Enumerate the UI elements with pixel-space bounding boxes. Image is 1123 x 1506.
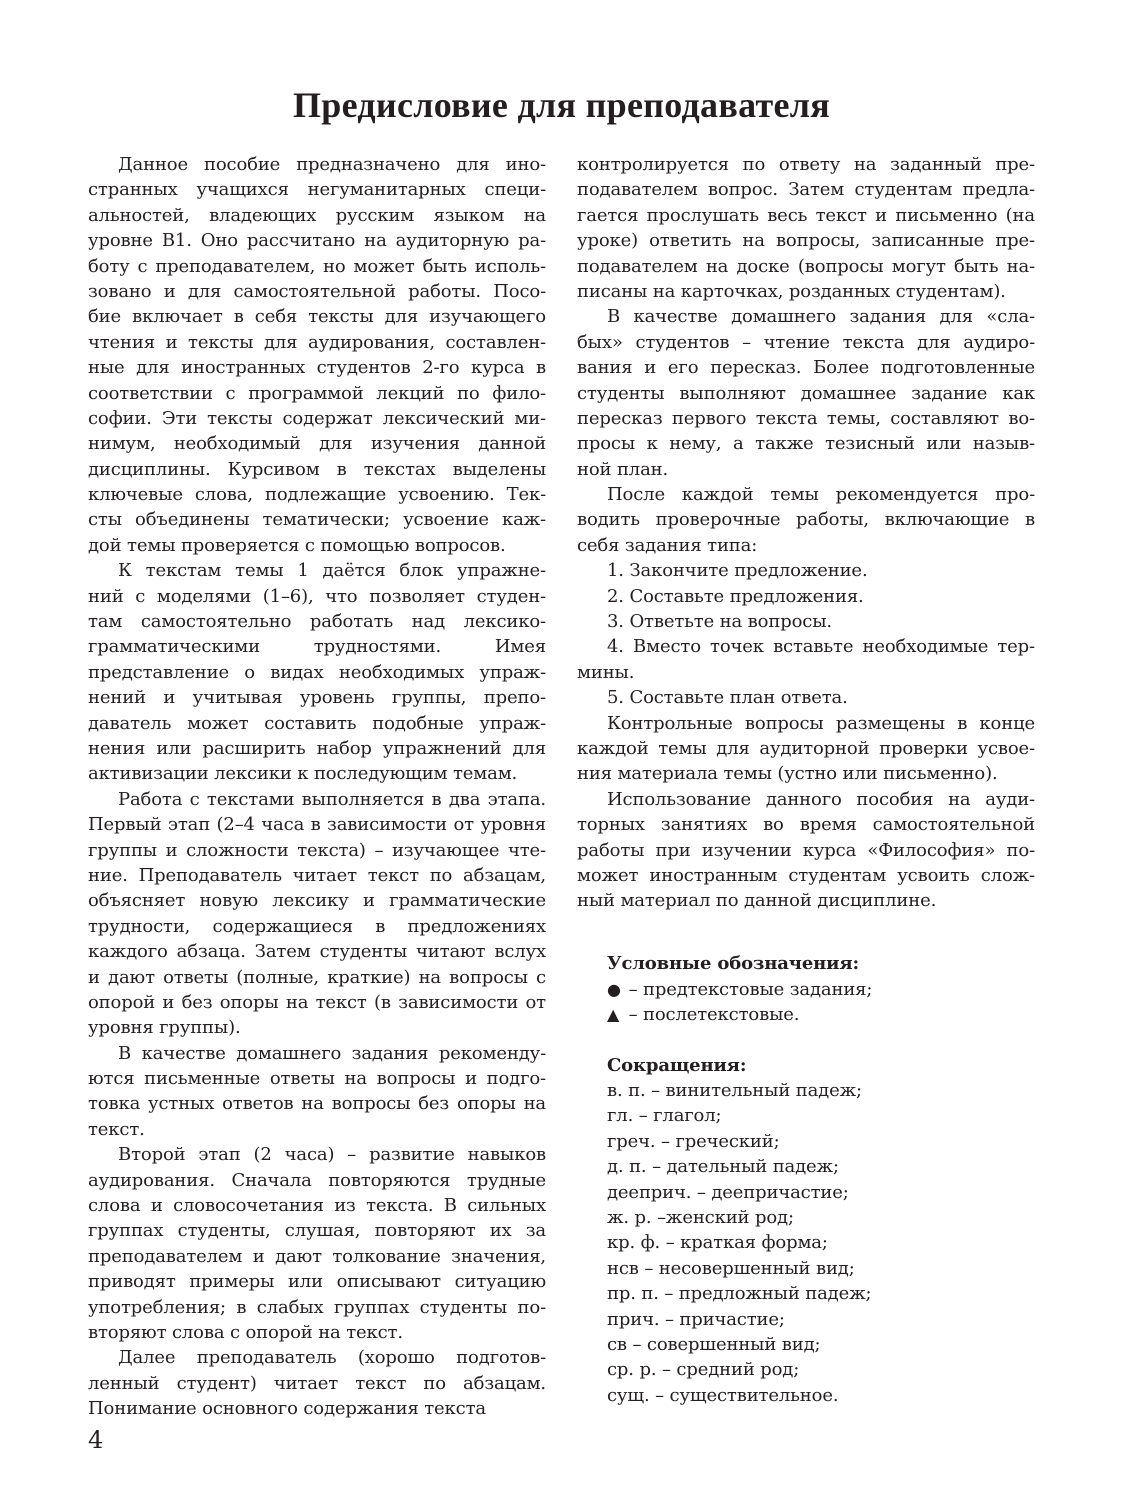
- text-line: странных учащихся негуманитарных специ-: [88, 179, 546, 201]
- section-spacer: [577, 1027, 1035, 1052]
- text-line: себя задания типа:: [577, 534, 758, 556]
- text-line: аудирования. Сначала повторяются трудные: [88, 1169, 546, 1191]
- text-line: ний с моделями (1–6), что позволяет студен-: [88, 585, 546, 607]
- task-list: [577, 558, 1035, 710]
- legend-section: [577, 951, 1035, 1027]
- abbreviation-item: сущ. – существительное.: [607, 1384, 839, 1406]
- text-line: просы к нему, а также тезисный или назыв-: [577, 433, 1035, 455]
- text-line: группы и сложности текста) – изучающее чте-: [88, 839, 546, 861]
- text-line: писаны на карточках, розданных студентам).: [577, 280, 1006, 302]
- abbreviation-item: св – совершенный вид;: [607, 1333, 821, 1355]
- text-line: ные для иностранных студентов 2-го курса в: [88, 357, 546, 379]
- abbreviation-item: пр. п. – предложный падеж;: [607, 1283, 872, 1305]
- abbreviations-heading: Сокращения:: [607, 1054, 747, 1076]
- text-line: там самостоятельно работать над лексико-: [88, 611, 546, 633]
- text-line: пересказ первого текста темы, составляют во-: [577, 407, 1035, 429]
- text-line: ключевые слова, подлежащие усвоению. Тек-: [88, 484, 546, 506]
- task-list-item: [577, 609, 1035, 634]
- text-line: В качестве домашнего задания для «сла-: [607, 306, 1035, 328]
- text-line: текст.: [88, 1118, 145, 1140]
- text-line: представление о видах необходимых упраж-: [88, 661, 546, 683]
- triangle-bullet-icon: ▲: [607, 1004, 620, 1024]
- legend-item-text: – послетекстовые.: [623, 1003, 800, 1025]
- text-line: чтения и тексты для аудирования, составлен-: [88, 331, 546, 353]
- text-line: Первый этап (2–4 часа в зависимости от уровня: [88, 814, 546, 836]
- text-line: Контрольные вопросы размещены в конце: [607, 712, 1035, 734]
- paragraph-continuation: [577, 152, 1035, 304]
- text-line: ние. Преподаватель читает текст по абзацам,: [88, 864, 546, 886]
- text-line: нений и учитывая уровень группы, препо-: [88, 687, 546, 709]
- paragraph: [577, 304, 1035, 482]
- text-line: трудности, содержащиеся в предложениях: [88, 915, 546, 937]
- text-line: ются письменные ответы на вопросы и подго-: [88, 1068, 546, 1090]
- legend-item-text: – предтекстовые задания;: [623, 978, 873, 1000]
- text-line: ный материал по данной дисциплине.: [577, 890, 937, 912]
- abbreviation-item: гл. – глагол;: [607, 1105, 722, 1127]
- text-line: нения или расширить набор упражнений для: [88, 737, 546, 759]
- text-line: торных занятиях во время самостоятельной: [577, 814, 1035, 836]
- text-line: Использование данного пособия на ауди-: [607, 788, 1035, 810]
- task-list-item: [577, 685, 1035, 710]
- text-line: приводят примеры или описывают ситуацию: [88, 1271, 546, 1293]
- paragraph: [577, 711, 1035, 787]
- text-line: опорой и без опоры на текст (в зависимости от: [88, 991, 546, 1013]
- text-line: бых» студентов – чтение текста для аудиро-: [577, 331, 1035, 353]
- paragraph: [88, 1142, 546, 1345]
- paragraph: [577, 787, 1035, 914]
- text-line: После каждой темы рекомендуется про-: [607, 484, 1035, 506]
- text-line: даватель может составить подобные упраж-: [88, 712, 546, 734]
- text-line: К текстам темы 1 даётся блок упражне-: [118, 560, 546, 582]
- text-line: Понимание основного содержания текста: [88, 1398, 486, 1420]
- text-line: ной план.: [577, 458, 669, 480]
- text-line: 1. Закончите предложение.: [607, 560, 868, 582]
- text-line: группах студенты, слушая, повторяют их за: [88, 1220, 546, 1242]
- text-line: преподавателем и дают толкование значения,: [88, 1245, 546, 1267]
- paragraph: [88, 1041, 546, 1143]
- paragraph: [88, 152, 546, 558]
- text-line: альностей, владеющих русским языком на: [88, 204, 546, 226]
- text-line: 2. Составьте предложения.: [607, 585, 864, 607]
- text-line: активизации лексики к последующим темам.: [88, 763, 518, 785]
- abbreviation-item: прич. – причастие;: [607, 1308, 785, 1330]
- abbreviation-item: в. п. – винительный падеж;: [607, 1080, 862, 1102]
- abbreviations-section: [577, 1053, 1035, 1408]
- abbreviation-item: ж. р. –женский род;: [607, 1207, 794, 1229]
- text-line: гается прослушать весь текст и письменно (на: [577, 204, 1035, 226]
- section-spacer: [577, 939, 1035, 951]
- text-line: подавателем вопрос. Затем студентам предла-: [577, 179, 1035, 201]
- paragraph: [88, 558, 546, 787]
- text-line: контролируется по ответу на заданный пре-: [577, 154, 1035, 175]
- text-line: софии. Эти тексты содержат лексический ми-: [88, 407, 546, 429]
- section-spacer: [577, 914, 1035, 939]
- text-line: ленный студент) читает текст по абзацам.: [88, 1372, 546, 1394]
- text-line: Второй этап (2 часа) – развитие навыков: [118, 1144, 546, 1166]
- abbreviation-item: греч. – греческий;: [607, 1130, 780, 1152]
- text-line: 3. Ответьте на вопросы.: [607, 611, 832, 633]
- text-line: может иностранным студентам усвоить слож-: [577, 864, 1035, 886]
- text-line: 5. Составьте план ответа.: [607, 687, 848, 709]
- text-line: уровне В1. Оно рассчитано на аудиторную ра-: [88, 230, 546, 252]
- text-line: Далее преподаватель (хорошо подготов-: [118, 1347, 546, 1369]
- text-line: Работа с текстами выполняется в два этапа.: [118, 788, 546, 810]
- text-line: В качестве домашнего задания рекоменду-: [118, 1042, 546, 1064]
- text-line: нимум, необходимый для изучения данной: [88, 433, 546, 455]
- text-line: товка устных ответов на вопросы без опоры на: [88, 1093, 546, 1115]
- text-line: каждого абзаца. Затем студенты читают вслух: [88, 941, 546, 963]
- paragraph: [88, 787, 546, 1041]
- paragraph: [88, 1345, 546, 1421]
- abbreviation-item: д. п. – дательный падеж;: [607, 1156, 839, 1178]
- text-line: Данное пособие предназначено для ино-: [118, 154, 546, 175]
- text-line: бие включает в себя тексты для изучающего: [88, 306, 546, 328]
- text-line: сты объединены тематически; усвоение каж-: [88, 509, 546, 531]
- page-title: Предисловие для преподавателя: [292, 85, 830, 125]
- text-line: работы при изучении курса «Философия» по-: [577, 839, 1035, 861]
- text-line: вания и его пересказ. Более подготовленные: [577, 357, 1035, 379]
- text-line: ния материала темы (устно или письменно).: [577, 763, 998, 785]
- text-line: боту с преподавателем, но может быть исполь-: [88, 255, 546, 277]
- legend-heading: Условные обозначения:: [607, 953, 859, 975]
- text-line: и дают ответы (полные, краткие) на вопросы с: [88, 966, 546, 988]
- text-line: зовано и для самостоятельной работы. Посо-: [88, 280, 546, 302]
- text-line: студенты выполняют домашнее задание как: [577, 382, 1035, 404]
- text-line: подавателем на доске (вопросы могут быть на-: [577, 255, 1035, 277]
- abbreviation-item: дееприч. – деепричастие;: [607, 1181, 849, 1203]
- text-line: объясняет новую лексику и грамматические: [88, 890, 546, 912]
- text-line: грамматическими трудностями. Имея: [88, 636, 546, 658]
- text-line: слова и словосочетания из текста. В сильных: [88, 1195, 546, 1217]
- text-line: 4. Вместо точек вставьте необходимые тер-: [607, 636, 1035, 658]
- abbreviation-item: кр. ф. – краткая форма;: [607, 1232, 828, 1254]
- paragraph: [577, 482, 1035, 558]
- text-line: мины.: [577, 661, 635, 683]
- circle-bullet-icon: ●: [607, 979, 621, 999]
- legend-item: [577, 977, 1035, 1002]
- task-list-item: [577, 634, 1035, 685]
- text-line: каждой темы для аудиторной проверки усвое-: [577, 737, 1035, 759]
- text-line: вторяют слова с опорой на текст.: [88, 1321, 403, 1343]
- task-list-item: [577, 558, 1035, 583]
- text-line: дисциплины. Курсивом в текстах выделены: [88, 458, 546, 480]
- text-line: соответствии с программой лекций по фило-: [88, 382, 546, 404]
- text-line: уровня группы).: [88, 1017, 241, 1039]
- abbreviation-item: нсв – несовершенный вид;: [607, 1257, 855, 1279]
- text-line: водить проверочные работы, включающие в: [577, 509, 1035, 531]
- text-line: употребления; в слабых группах студенты по-: [88, 1296, 546, 1318]
- page-number: 4: [88, 1426, 104, 1454]
- text-line: дой темы проверяется с помощью вопросов.: [88, 534, 506, 556]
- legend-item: [577, 1002, 1035, 1027]
- left-column: [88, 152, 546, 1422]
- text-line: уроке) ответить на вопросы, записанные пре-: [577, 230, 1035, 252]
- task-list-item: [577, 584, 1035, 609]
- right-column: [577, 152, 1035, 1408]
- abbreviation-item: ср. р. – средний род;: [607, 1359, 800, 1381]
